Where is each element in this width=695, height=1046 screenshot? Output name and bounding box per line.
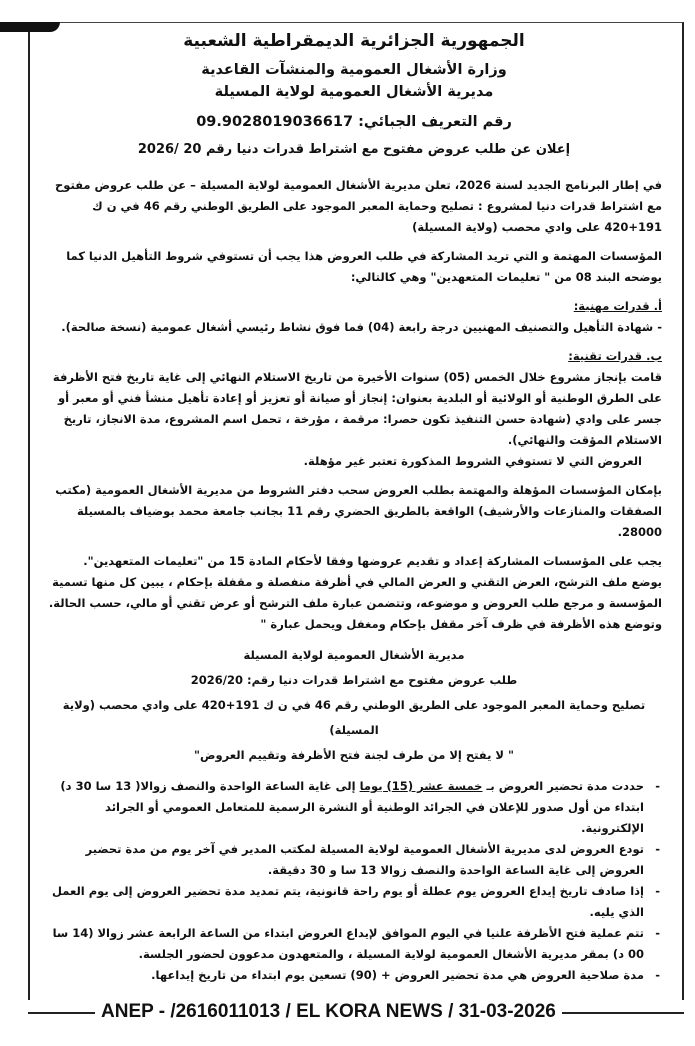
list-item: - تتم عملية فتح الأظرفة علنيا في اليوم الموافق لإيداع العروض ابتداء من الساعة الرابعة عشر زوالا (14 سا 00 د) بمقر مديرية الأشغال العمومية لولاية المسيلة ، والمتعهدون مدعوون لحضور الجلسة. [46, 923, 644, 965]
envelopes-paragraph: يوضع ملف الترشح، العرض التقني و العرض المالي في أظرفة منفصلة و مقفلة بإحكام ، يبين كل منها تسمية المؤسسة و مرجع طلب العروض و موضوعه، وتتضمن عبارة ملف الترشح أو عرض تقني أو مالي، حسب الحالة. وتوضع هذه الأظرفة في ظرف آخر مقفل بإحكام ومغفل ويحمل عبارة " [48, 575, 662, 631]
eligibility-paragraph: المؤسسات المهتمة و التي تريد المشاركة في طلب العروض هذا يجب أن تستوفي شروط التأهيل الدنيا كما يوضحه البند 08 من " تعليمات المتعهدين" وهي كالتالي: [66, 249, 662, 284]
envelope-project: تصليح وحماية المعبر الموجود على الطريق الوطني رقم 46 في ن ك 191+420 على وادي محصب (ولاية المسيلة) [62, 698, 646, 737]
list-item: - مدة صلاحية العروض هي مدة تحضير العروض + (90) تسعين يوم ابتداء من تاريخ إيداعها. [46, 965, 644, 986]
envelope-tender: طلب عروض مفتوح مع اشتراط قدرات دنيا رقم: 2026/20 [190, 673, 518, 687]
professional-capacity-text: - شهادة التأهيل والتصنيف المهنيين درجة رابعة (04) فما فوق نشاط رئيسي أشغال عمومية (نسخة صالحة). [61, 320, 662, 334]
envelope-label [46, 643, 662, 768]
notice-frame [28, 22, 684, 1000]
tax-id: رقم التعريف الجبائي: 09.9028019036617 [196, 114, 512, 130]
republic-title: الجمهورية الجزائرية الديمقراطية الشعبية [183, 31, 525, 51]
notice-title: إعلان عن طلب عروض مفتوح مع اشتراط قدرات دنيا رقم 20 /2026 [137, 142, 571, 157]
list-item-text: حددت مدة تحضير العروض بـ [482, 779, 644, 793]
intro-paragraph: في إطار البرنامج الجديد لسنة 2026، تعلن مديرية الأشغال العمومية لولاية المسيلة – عن طلب عروض مفتوح مع اشتراط قدرات دنيا لمشروع : تصليح وحماية المعبر الموجود على الطريق الوطني رقم 46 في ن ك 191+420 على وادي محصب (ولاية المسيلة) [54, 178, 662, 234]
preparation-paragraph: يجب على المؤسسات المشاركة إعداد و تقديم عروضها وفقا لأحكام المادة 15 من "تعليمات المتعهدين". [83, 554, 662, 568]
technical-capacity-note: العروض التي لا تستوفي الشروط المذكورة تعتبر غير مؤهلة. [303, 454, 642, 468]
list-item [46, 776, 644, 839]
list-item: - إذا صادف تاريخ إيداع العروض يوم عطلة أو يوم راحة قانونية، يتم تمديد مدة تحضير العروض إلى يوم العمل الذي يليه. [46, 881, 644, 923]
deadline-duration: خمسة عشر (15) يوما [359, 779, 483, 793]
footer [28, 1000, 684, 1026]
directorate-title: مديرية الأشغال العمومية لولاية المسيلة [214, 84, 494, 100]
header [46, 27, 662, 161]
footer-reference: ANEP - /2616011013 / EL KORA NEWS / 31-03-2026 [95, 1000, 562, 1024]
withdrawal-paragraph: بإمكان المؤسسات المؤهلة والمهتمة بطلب العروض سحب دفتر الشروط من مديرية الأشغال العمومية (مكتب الصفقات والمنازعات والأرشيف) الواقعة بالطريق الحضري رقم 11 بجانب جامعة محمد بوضياف بالمسيلة 28000. [55, 483, 662, 539]
list-item: - تودع العروض لدى مديرية الأشغال العمومية لولاية المسيلة لمكتب المدير في آخر يوم من مدة تحضير العروض إلى غاية الساعة الواحدة والنصف زوالا 13 سا و 30 دقيقة. [46, 839, 644, 881]
professional-capacity-heading: أ. قدرات مهنية: [573, 299, 662, 313]
list-item-text: إلى غاية الساعة الواحدة والنصف زوالا( 13 سا 30 د) ابتداء من أول صدور للإعلان في الجرائد الوطنية أو النشرة الرسمية للمتعامل العمومي أو الجرائد الإلكترونية. [60, 779, 644, 835]
technical-capacity-text: قامت بإنجاز مشروع خلال الخمس (05) سنوات الأخيرة من تاريخ الاستلام النهائي إلى غاية تاريخ فتح الأظرفة على الطرق الوطنية أو الولائية أو البلدية بعنوان: إنجاز أو صيانة أو تعزيز أو إعادة تأهيل منشأ فني أو معبر أو جسر على وادي (شهادة حسن التنفيذ تكون حصرا: مرقمة ، مؤرخة ، تحمل اسم المشروع، مدة الانجاز، تاريخ الاستلام المؤقت والنهائي). [52, 370, 662, 447]
page-corner-mark [0, 22, 60, 32]
envelope-directorate: مديرية الأشغال العمومية لولاية المسيلة [243, 648, 465, 662]
envelope-notice: " لا يفتح إلا من طرف لجنة فتح الأظرفة وتقييم العروض" [194, 748, 514, 762]
conditions-list [46, 776, 662, 986]
ministry-title: وزارة الأشغال العمومية والمنشآت القاعدية [201, 62, 507, 78]
technical-capacity-heading: ب. قدرات تقنية: [568, 349, 662, 363]
